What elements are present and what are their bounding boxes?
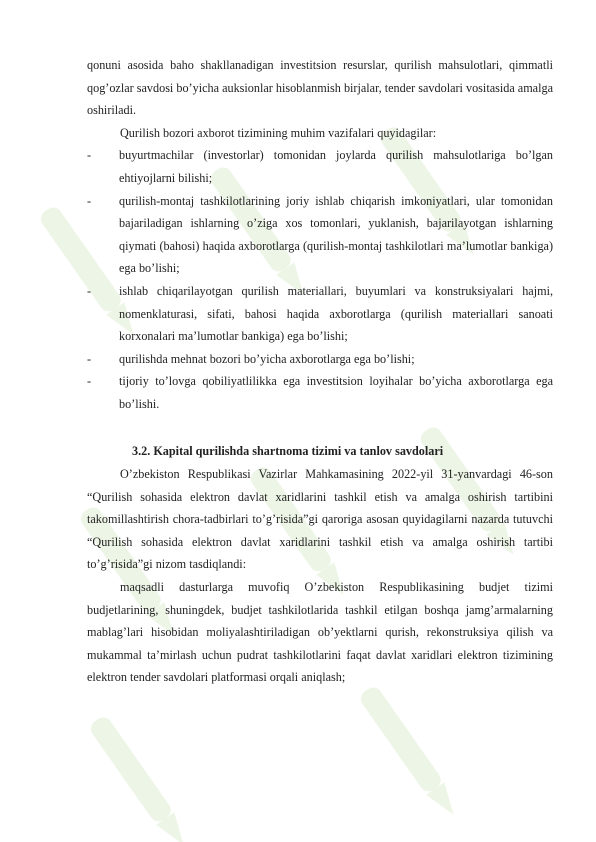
list-item-text: ishlab chiqarilayotgan qurilish materiallari, buyumlari va konstruksiyalari hajmi, nomenklaturasi, sifati, bahosi haqida axborotlarga (qurilish materiallari sanoati korxonalari ma’lumotlar bankiga) ega bo’lishi; <box>119 283 553 344</box>
paragraph-4: maqsadli dasturlarga muvofiq O’zbekiston Respublikasining budjet tizimi budjetlarining, shuningdek, budjet tashkilotlarida tashkil etilgan boshqa jamg’armalarning mablag’lari hisobidan moliyalashtiriladigan ob’yektlarni qurish, rekonstruksiya qilish va mukammal ta’mirlash uchun pudrat tashkilotlarini faqat davlat xaridlari elektron tizimining elektron tender savdolari platformasi orqali aniqlash; <box>87 580 553 685</box>
bullet-dash: - <box>87 283 92 298</box>
watermark-pen-7 <box>87 714 192 842</box>
list-item <box>87 348 553 371</box>
bullet-dash: - <box>87 351 92 366</box>
paragraph-1: qonuni asosida baho shakllanadigan investitsion resurslar, qurilish mahsulotlari, qimmatli qog’ozlar savdosi bo’yicha auksionlar hisoblanmish birjalar, tender savdolari vositasida amalga oshiriladi. <box>87 58 553 118</box>
list-item-text: qurilishda mehnat bozori bo’yicha axborotlarga ega bo’lishi; <box>119 351 415 366</box>
section-heading: 3.2. Kapital qurilishda shartnoma tizimi va tanlov savdolari <box>132 443 444 458</box>
list-item-text: tijoriy to’lovga qobiliyatlilikka ega investitsion loyihalar bo’yicha axborotlarga ega bo’lishi. <box>119 374 553 411</box>
spacer <box>87 416 553 438</box>
paragraph-2: Qurilish bozori axborot tizimining muhim vazifalari quyidagilar: <box>120 125 437 140</box>
document-body <box>87 54 553 689</box>
list-item-text: buyurtmachilar (investorlar) tomonidan joylarda qurilish mahsulotlariga bo’lgan ehtiyojlarni bilishi; <box>119 148 553 185</box>
list-item <box>87 370 553 415</box>
list-item-text: qurilish-montaj tashkilotlarining joriy ishlab chiqarish imkoniyatlari, ular tomonidan bajariladigan ishlarning o’ziga xos tomonlari, yuklanish, bajarilayotgan ishlarning qiymati (bahosi) haqida axborotlarga (qurilish-montaj tashkilotlari ma’lumotlar bankiga) ega bo’lishi; <box>119 193 553 276</box>
watermark-pen-8 <box>357 684 462 821</box>
paragraph-3: O’zbekiston Respublikasi Vazirlar Mahkamasining 2022-yil 31-yanvardagi 46-son “Qurilish sohasida elektron davlat xaridlarini tashkil etish va amalga oshirish tartibini takomillashtirish chora-tadbirlari to’g’risida”gi qaroriga asosan quyidagilarni nazarda tutuvchi “Qurilish sohasida elektron davlat xaridlarini tashkil etish va amalga oshirish tartibi to’g’risida”gi nizom tasdiqlandi: <box>87 467 553 572</box>
bullet-dash: - <box>87 374 92 389</box>
bullet-dash: - <box>87 193 92 208</box>
list-item <box>87 190 553 280</box>
list-item <box>87 280 553 348</box>
bullet-dash: - <box>87 148 92 163</box>
list-item <box>87 144 553 189</box>
